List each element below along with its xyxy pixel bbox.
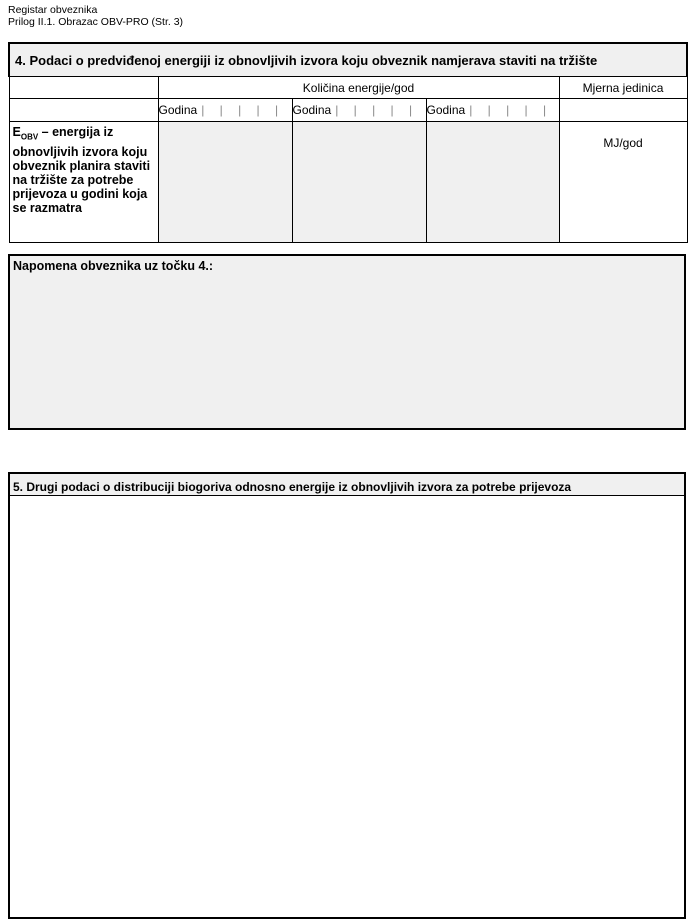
year-label: Godina <box>426 103 466 117</box>
year-label: Godina <box>158 103 198 117</box>
quantity-header: Količina energije/god <box>158 77 559 99</box>
document-header <box>8 4 183 28</box>
register-title: Registar obveznika <box>8 4 98 16</box>
label-main: E <box>12 125 21 139</box>
year-label: Godina <box>292 103 332 117</box>
unit-value: MJ/god <box>559 122 687 243</box>
year-field-2[interactable] <box>292 99 426 122</box>
note-field[interactable] <box>8 254 686 430</box>
label-subscript: OBV <box>20 132 39 142</box>
energy-value-year-3[interactable] <box>426 122 559 243</box>
year-digit-boxes: | | | | | <box>335 103 419 117</box>
form-reference: Prilog II.1. Obrazac OBV-PRO (Str. 3) <box>8 16 184 28</box>
section4-table <box>8 42 688 243</box>
energy-row-label <box>9 122 158 243</box>
section5-input-area[interactable] <box>10 496 684 916</box>
label-text: – energija iz obnovljivih izvora koju obveznik planira staviti na tržište za potrebe prijevoza u godini koja se razmatra <box>12 125 151 215</box>
year-field-3[interactable] <box>426 99 559 122</box>
year-digit-boxes: | | | | | <box>469 103 553 117</box>
year-field-1[interactable] <box>158 99 292 122</box>
empty-cell <box>559 99 687 122</box>
section4-title: 4. Podaci o predviđenoj energiji iz obnovljivih izvora koju obveznik namjerava staviti na tržište <box>9 43 687 77</box>
note-label: Napomena obveznika uz točku 4.: <box>13 259 214 273</box>
empty-cell <box>9 99 158 122</box>
energy-value-year-1[interactable] <box>158 122 292 243</box>
unit-header: Mjerna jedinica <box>559 77 687 99</box>
year-digit-boxes: | | | | | <box>201 103 285 117</box>
energy-value-year-2[interactable] <box>292 122 426 243</box>
section5-box <box>8 472 686 919</box>
section5-title: 5. Drugi podaci o distribuciji biogoriva odnosno energije iz obnovljivih izvora za potrebe prijevoza <box>10 474 684 496</box>
empty-cell <box>9 77 158 99</box>
